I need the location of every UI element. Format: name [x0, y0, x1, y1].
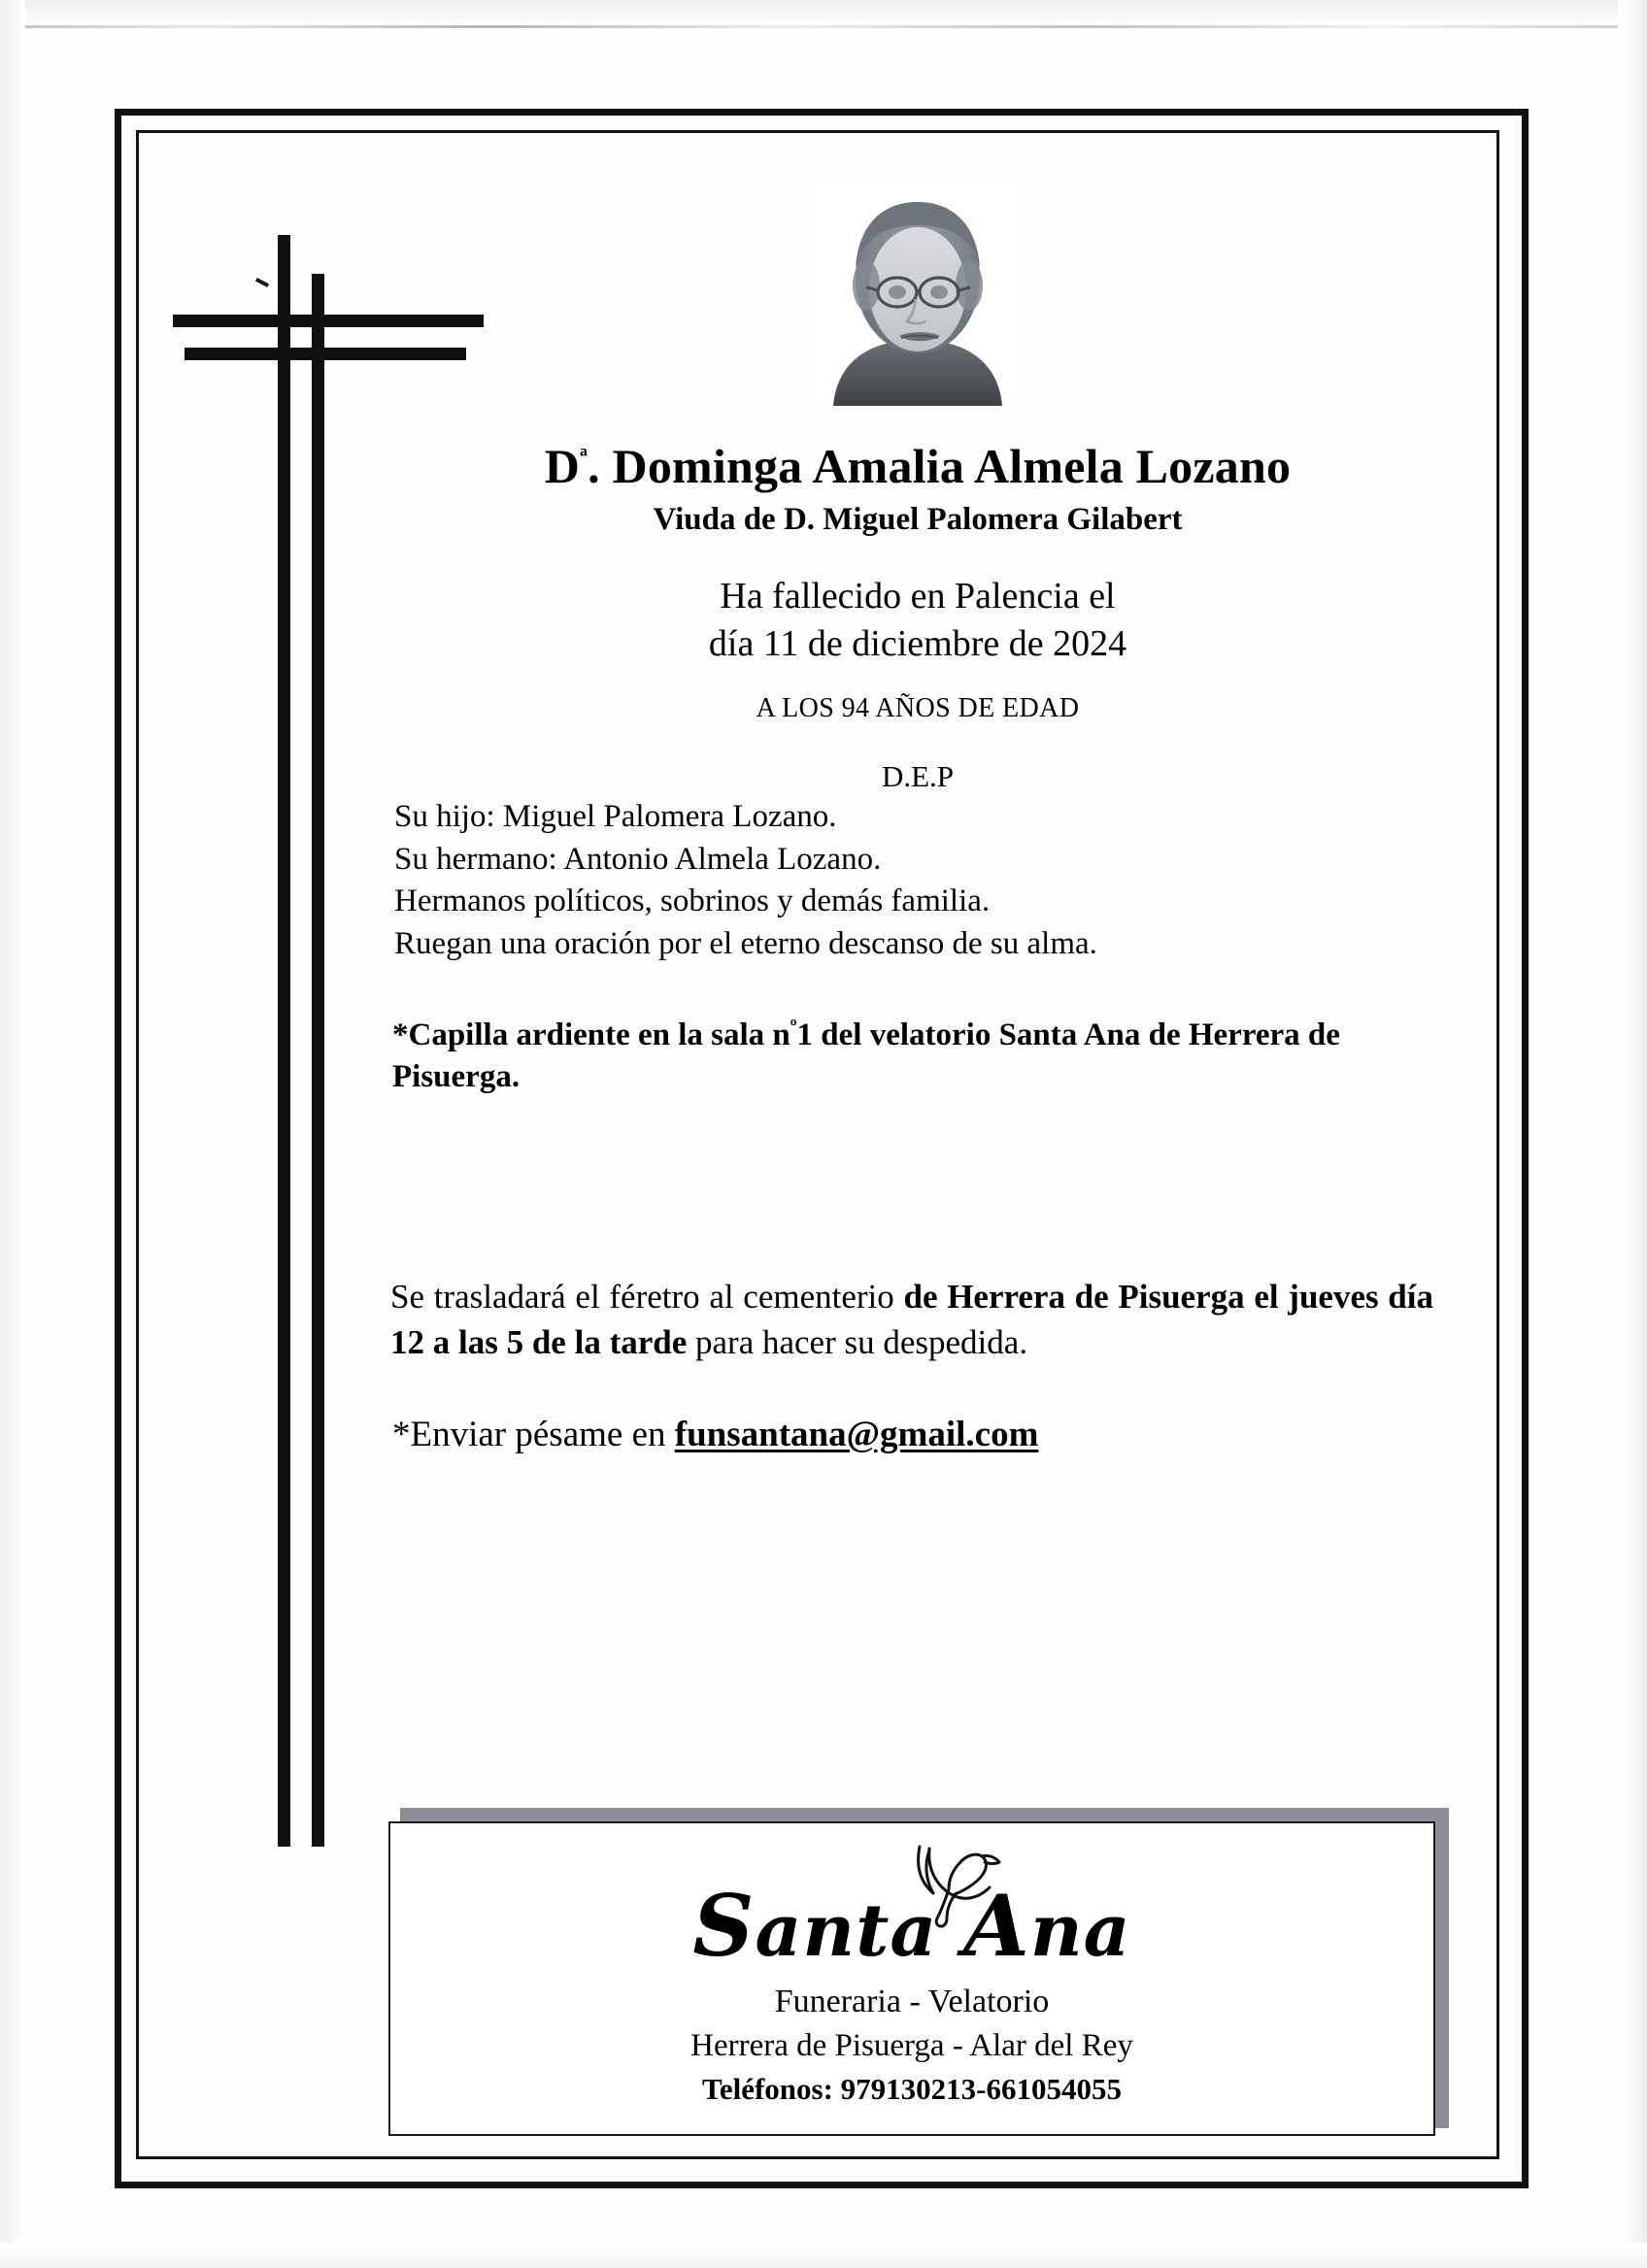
portrait-photo	[816, 184, 1020, 406]
footer-phones-line: Teléfonos: 979130213-661054055	[702, 2072, 1122, 2107]
deceased-full-name: Dominga Amalia Almela Lozano	[612, 439, 1292, 493]
family-line: Ruegan una oración por el eterno descanso de su alma.	[394, 926, 1097, 962]
transfer-part-2-bold: de Herrera de Pisuerga el jueves día 12 a las 5 de la tarde	[390, 1277, 1433, 1361]
honorific-superscript: ª	[580, 443, 588, 472]
notice-content	[388, 175, 1447, 1455]
death-statement	[388, 573, 1447, 667]
dove-icon	[892, 1837, 1009, 1930]
scan-edge-top	[0, 0, 1647, 33]
transfer-part-1: Se trasladará el féretro al cementerio	[390, 1277, 904, 1316]
family-line: Su hijo: Miguel Palomera Lozano.	[394, 798, 837, 834]
chapel-prefix: *Capilla ardiente en la sala n	[392, 1017, 790, 1053]
footer-card	[388, 1821, 1435, 2136]
footer-service-line: Funeraria - Velatorio	[774, 1984, 1050, 2020]
brand-santa-rest: anta	[755, 1889, 964, 1973]
age-line: A LOS 94 AÑOS DE EDAD	[756, 692, 1080, 723]
honorific-period: .	[588, 439, 600, 493]
family-block	[388, 796, 1447, 967]
spouse-line: Viuda de D. Miguel Palomera Gilabert	[653, 501, 1183, 537]
condolences-label: *Enviar pésame en	[392, 1415, 675, 1455]
deceased-name	[388, 441, 1447, 492]
honorific-d: D	[544, 439, 581, 493]
portrait-photo-container	[388, 184, 1447, 406]
transfer-part-3: para hacer su despedida.	[687, 1322, 1028, 1361]
death-place-line: Ha fallecido en Palencia el	[720, 576, 1116, 617]
transfer-block	[388, 1275, 1447, 1365]
brand-ana-rest: na	[1029, 1889, 1131, 1973]
chapel-suffix: del velatorio Santa Ana de Herrera de Pisuerga.	[392, 1017, 1340, 1095]
scan-edge-left	[0, 0, 25, 2268]
chapel-block	[388, 1015, 1447, 1098]
cross-vertical-bar-1	[278, 235, 290, 1847]
condolences-block	[388, 1414, 1447, 1455]
chapel-room-superscript: º	[790, 1017, 797, 1039]
chapel-room-number: 1	[796, 1017, 814, 1053]
family-line: Hermanos políticos, sobrinos y demás familia.	[394, 884, 991, 919]
death-date-line: día 11 de diciembre de 2024	[708, 623, 1127, 665]
brand-initial-s: S	[692, 1876, 756, 1976]
scan-edge-bottom	[0, 2243, 1647, 2268]
brand-initial-a: A	[963, 1876, 1030, 1976]
funeral-home-footer	[388, 1808, 1455, 2138]
footer-locations-line: Herrera de Pisuerga - Alar del Rey	[690, 2028, 1133, 2064]
scan-edge-right	[1618, 0, 1647, 2268]
cross-ink-mark	[255, 278, 269, 287]
condolences-email-link[interactable]: funsantana@gmail.com	[674, 1415, 1039, 1455]
family-line: Su hermano: Antonio Almela Lozano.	[394, 841, 882, 877]
cross-vertical-bar-2	[312, 274, 324, 1847]
dep-line: D.E.P	[881, 758, 955, 793]
